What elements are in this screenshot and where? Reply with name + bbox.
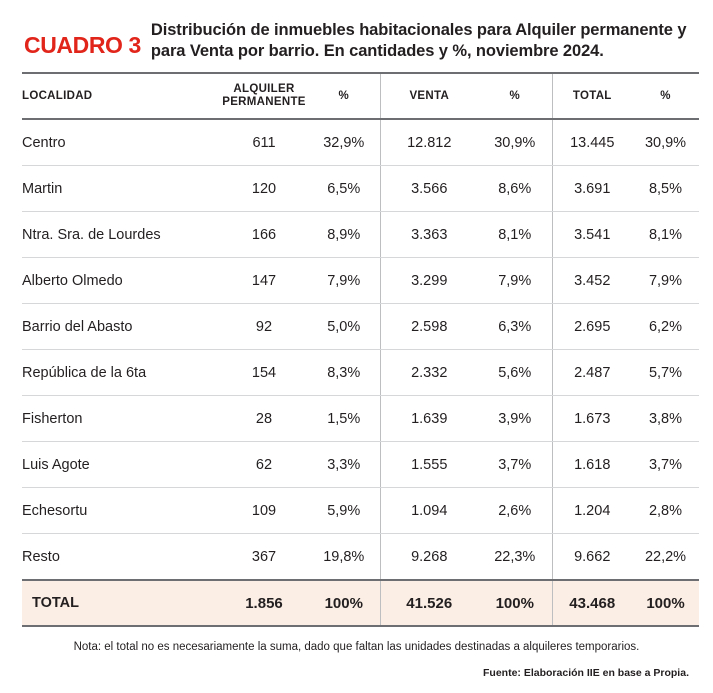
cell-venta: 12.812 bbox=[380, 119, 478, 166]
cell-total-alquiler: 1.856 bbox=[220, 580, 308, 626]
cell-total-alquiler-pct: 100% bbox=[308, 580, 380, 626]
cell-total-venta-pct: 100% bbox=[478, 580, 552, 626]
cell-locality: Martin bbox=[22, 166, 220, 212]
cell-total: 13.445 bbox=[552, 119, 632, 166]
cell-locality: República de la 6ta bbox=[22, 350, 220, 396]
page-title-line-2: para Venta por barrio. En cantidades y %, noviembre 2024. bbox=[150, 42, 604, 61]
cell-alquiler: 28 bbox=[220, 396, 308, 442]
cell-total: 3.452 bbox=[552, 258, 632, 304]
cell-venta-pct: 3,7% bbox=[478, 442, 552, 488]
table-body bbox=[22, 119, 699, 580]
cell-alquiler-pct: 5,0% bbox=[308, 304, 380, 350]
cell-venta-pct: 2,6% bbox=[478, 488, 552, 534]
cell-total-total: 43.468 bbox=[552, 580, 632, 626]
cell-total: 1.673 bbox=[552, 396, 632, 442]
table-row bbox=[22, 488, 699, 534]
column-header-venta-pct: % bbox=[478, 73, 552, 119]
cell-alquiler: 147 bbox=[220, 258, 308, 304]
cell-venta-pct: 8,6% bbox=[478, 166, 552, 212]
cell-total-pct: 2,8% bbox=[632, 488, 699, 534]
table-header-block bbox=[18, 0, 695, 72]
cell-venta: 3.299 bbox=[380, 258, 478, 304]
cell-venta: 1.639 bbox=[380, 396, 478, 442]
cell-alquiler: 109 bbox=[220, 488, 308, 534]
cell-total-pct: 30,9% bbox=[632, 119, 699, 166]
cell-venta: 1.555 bbox=[380, 442, 478, 488]
cell-venta-pct: 7,9% bbox=[478, 258, 552, 304]
column-header-total: TOTAL bbox=[552, 73, 632, 119]
table-head bbox=[22, 73, 699, 119]
table-total-row bbox=[22, 580, 699, 626]
cell-total-pct: 22,2% bbox=[632, 534, 699, 581]
table-row bbox=[22, 166, 699, 212]
cell-venta-pct: 30,9% bbox=[478, 119, 552, 166]
cell-venta: 2.598 bbox=[380, 304, 478, 350]
cell-total: 1.618 bbox=[552, 442, 632, 488]
table-row bbox=[22, 534, 699, 581]
cell-alquiler-pct: 7,9% bbox=[308, 258, 380, 304]
cell-alquiler: 154 bbox=[220, 350, 308, 396]
cell-alquiler: 62 bbox=[220, 442, 308, 488]
cell-venta: 2.332 bbox=[380, 350, 478, 396]
cell-locality: Ntra. Sra. de Lourdes bbox=[22, 212, 220, 258]
cell-locality: Barrio del Abasto bbox=[22, 304, 220, 350]
cell-alquiler: 120 bbox=[220, 166, 308, 212]
cell-total-pct: 3,8% bbox=[632, 396, 699, 442]
cell-total-label: TOTAL bbox=[22, 580, 220, 626]
cuadro-number-label: CUADRO 3 bbox=[24, 32, 141, 58]
column-header-locality: LOCALIDAD bbox=[22, 73, 220, 119]
cell-venta: 1.094 bbox=[380, 488, 478, 534]
cell-venta-pct: 6,3% bbox=[478, 304, 552, 350]
cell-alquiler-pct: 3,3% bbox=[308, 442, 380, 488]
cell-total-pct: 8,5% bbox=[632, 166, 699, 212]
cell-alquiler-pct: 8,3% bbox=[308, 350, 380, 396]
cell-alquiler: 92 bbox=[220, 304, 308, 350]
cell-total-pct: 3,7% bbox=[632, 442, 699, 488]
cell-total-total-pct: 100% bbox=[632, 580, 699, 626]
cell-alquiler: 166 bbox=[220, 212, 308, 258]
cell-venta: 3.363 bbox=[380, 212, 478, 258]
cell-alquiler-pct: 32,9% bbox=[308, 119, 380, 166]
cell-alquiler-pct: 5,9% bbox=[308, 488, 380, 534]
cell-locality: Resto bbox=[22, 534, 220, 581]
table-row bbox=[22, 258, 699, 304]
cell-alquiler: 611 bbox=[220, 119, 308, 166]
cell-locality: Fisherton bbox=[22, 396, 220, 442]
cell-total: 9.662 bbox=[552, 534, 632, 581]
table-foot bbox=[22, 580, 699, 626]
table-row bbox=[22, 304, 699, 350]
cell-alquiler-pct: 8,9% bbox=[308, 212, 380, 258]
cell-total: 3.541 bbox=[552, 212, 632, 258]
cell-venta-pct: 3,9% bbox=[478, 396, 552, 442]
cell-total: 2.695 bbox=[552, 304, 632, 350]
cell-locality: Centro bbox=[22, 119, 220, 166]
cell-total-pct: 5,7% bbox=[632, 350, 699, 396]
table-row bbox=[22, 442, 699, 488]
cell-alquiler-pct: 6,5% bbox=[308, 166, 380, 212]
column-header-alquiler-line2: PERMANENTE bbox=[222, 96, 306, 109]
cell-total-pct: 6,2% bbox=[632, 304, 699, 350]
cell-locality: Luis Agote bbox=[22, 442, 220, 488]
column-header-total-pct: % bbox=[632, 73, 699, 119]
column-header-alquiler-line1: ALQUILER bbox=[233, 83, 295, 95]
table-row bbox=[22, 212, 699, 258]
cell-locality: Echesortu bbox=[22, 488, 220, 534]
table-row bbox=[22, 119, 699, 166]
table-source: Fuente: Elaboración IIE en base a Propia. bbox=[483, 667, 689, 680]
cell-total: 3.691 bbox=[552, 166, 632, 212]
distribution-table bbox=[22, 72, 699, 627]
cell-total-venta: 41.526 bbox=[380, 580, 478, 626]
table-note: Nota: el total no es necesariamente la suma, dado que faltan las unidades destinadas a alquileres temporarios. bbox=[73, 641, 640, 654]
column-header-alquiler-permanente bbox=[220, 73, 308, 119]
cell-venta-pct: 8,1% bbox=[478, 212, 552, 258]
cell-alquiler-pct: 1,5% bbox=[308, 396, 380, 442]
cell-venta: 9.268 bbox=[380, 534, 478, 581]
table-row bbox=[22, 350, 699, 396]
cell-total-pct: 8,1% bbox=[632, 212, 699, 258]
cell-venta-pct: 22,3% bbox=[478, 534, 552, 581]
cell-venta: 3.566 bbox=[380, 166, 478, 212]
page-title-line-1: Distribución de inmuebles habitacionales para Alquiler permanente y bbox=[150, 21, 687, 39]
cell-locality: Alberto Olmedo bbox=[22, 258, 220, 304]
table-row bbox=[22, 396, 699, 442]
page-title bbox=[151, 14, 687, 62]
column-header-alquiler-pct: % bbox=[308, 73, 380, 119]
cell-venta-pct: 5,6% bbox=[478, 350, 552, 396]
cell-total: 2.487 bbox=[552, 350, 632, 396]
cell-total: 1.204 bbox=[552, 488, 632, 534]
cell-alquiler-pct: 19,8% bbox=[308, 534, 380, 581]
table-header-row bbox=[22, 73, 699, 119]
cell-alquiler: 367 bbox=[220, 534, 308, 581]
cell-total-pct: 7,9% bbox=[632, 258, 699, 304]
column-header-venta: VENTA bbox=[380, 73, 478, 119]
